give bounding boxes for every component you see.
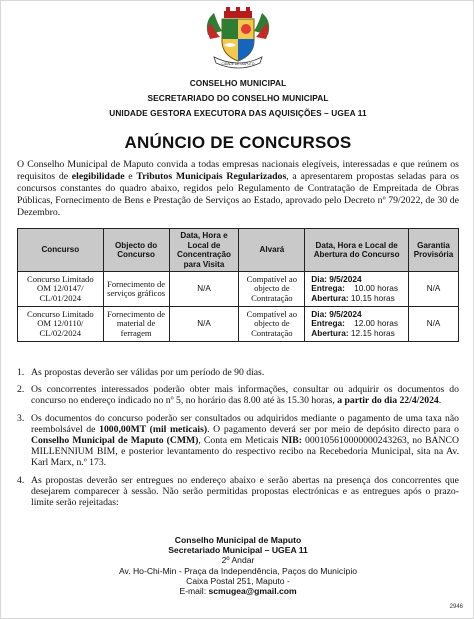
table-row xyxy=(18,307,459,342)
table-header-row xyxy=(18,229,459,272)
note-item: 3. Os documentos do concurso poderão ser consultados ou adquiridos mediante o pagamento de uma taxa não reembolsável de 1000,00MT (mil meticais). O pagamento deverá ser por meio de depósito directo para o Conselho Municipal de Maputo (CMM), Conta em Meticais NIB: 000105610000000243263, no BANCO MILLENNIUM BIM, e posterior levantamento do respectivo recibo na Recebedoria Municipal, sita na Av. Karl Marx, n.º 173. xyxy=(17,412,459,469)
cell-abertura: Dia: 9/5/2024 Entrega: 12.00 horas Abertura: 12.15 horas xyxy=(305,307,409,342)
cell-alvara: Compatível ao objecto de Contratação xyxy=(239,272,305,307)
note-item: 1. As propostas deverão ser válidas por um período de 90 dias. xyxy=(17,367,265,378)
note-item: 4. As propostas deverão ser entregues no endereço abaixo e serão abertas na presença dos concorrentes que desejarem comparecer à sessão. Não serão permitidas propostas electrónicas e as entregues após o prazo-limite serão rejeitadas: xyxy=(17,474,459,509)
cell-garantia: N/A xyxy=(409,272,459,307)
table-row xyxy=(18,272,459,307)
col-header-visita: Data, Hora e Local de Concentração para Visita xyxy=(169,229,239,272)
col-header-alvara: Alvará xyxy=(239,229,305,272)
page-title: ANÚNCIO DE CONCURSOS xyxy=(124,133,352,152)
col-header-abertura: Data, Hora e Local de Abertura do Concurso xyxy=(305,229,409,272)
contact-address: Av. Ho-Chi-Min - Praça da Independência, Paços do Município xyxy=(118,565,358,576)
cell-alvara: Compatível ao objecto de Contratação xyxy=(239,307,305,342)
contact-org: Conselho Municipal de Maputo xyxy=(174,535,302,545)
contact-email-link[interactable]: scmugea@gmail.com xyxy=(208,586,297,597)
contact-block xyxy=(1,535,474,596)
header-council: CONSELHO MUNICIPAL xyxy=(189,78,287,88)
reference-number: 2946 xyxy=(449,604,463,610)
cell-objecto: Fornecimento de serviços gráficos xyxy=(103,272,169,307)
notes-list xyxy=(17,367,459,514)
contact-floor: 2º Andar xyxy=(221,555,255,566)
col-header-objecto: Objecto do Concurso xyxy=(103,229,169,272)
intro-paragraph: O Conselho Municipal de Maputo convida a todas empresas nacionais elegíveis, interessadas e que reúnem os requisitos de elegibilidade e Tributos Municipais Regularizados, a apresentarem propostas seladas para os concursos constantes do quadro abaixo, regidos pelo Regulamento de Contratação de Empreitada de Obras Públicas, Fornecimento de Bens e Prestação de Serviços ao Estado, aprovado pelo Decreto nº 79/2022, de 30 de Dezembro. xyxy=(17,159,459,218)
cell-visita: N/A xyxy=(169,307,239,342)
cell-objecto: Fornecimento de material de ferragem xyxy=(103,307,169,342)
contact-postal: Caixa Postal 251, Maputo - xyxy=(186,575,290,586)
note-item: 2. Os concorrentes interessados poderão obter mais informações, consultar ou adquirir os documentos do concurso no endereço indicado no nº 5, no horário das 8.00 até às 15.30 horas, a partir do dia 22/4/2024. xyxy=(17,384,459,407)
emblem-motto: CIDADE DE MAPUTO xyxy=(221,62,255,66)
tenders-table xyxy=(17,228,459,342)
coat-of-arms-icon xyxy=(200,5,276,71)
cell-visita: N/A xyxy=(169,272,239,307)
contact-unit: Secretariado Municipal – UGEA 11 xyxy=(168,545,308,556)
col-header-garantia: Garantia Provisória xyxy=(409,229,459,272)
contact-email-line: E-mail: scmugea@gmail.com xyxy=(179,586,297,597)
col-header-concurso: Concurso xyxy=(18,229,104,272)
cell-garantia: N/A xyxy=(409,307,459,342)
header-ugea: UNIDADE GESTORA EXECUTORA DAS AQUISIÇÕES – UGEA 11 xyxy=(109,108,367,118)
cell-concurso: Concurso Limitado OM 12/0147/ CL/01/2024 xyxy=(18,272,104,307)
header-secretariat: SECRETARIADO DO CONSELHO MUNICIPAL xyxy=(147,93,329,103)
cell-concurso: Concurso Limitado OM 12/0110/ CL/02/2024 xyxy=(18,307,104,342)
cell-abertura: Dia: 9/5/2024 Entrega: 10.00 horas Abertura: 10.15 horas xyxy=(305,272,409,307)
